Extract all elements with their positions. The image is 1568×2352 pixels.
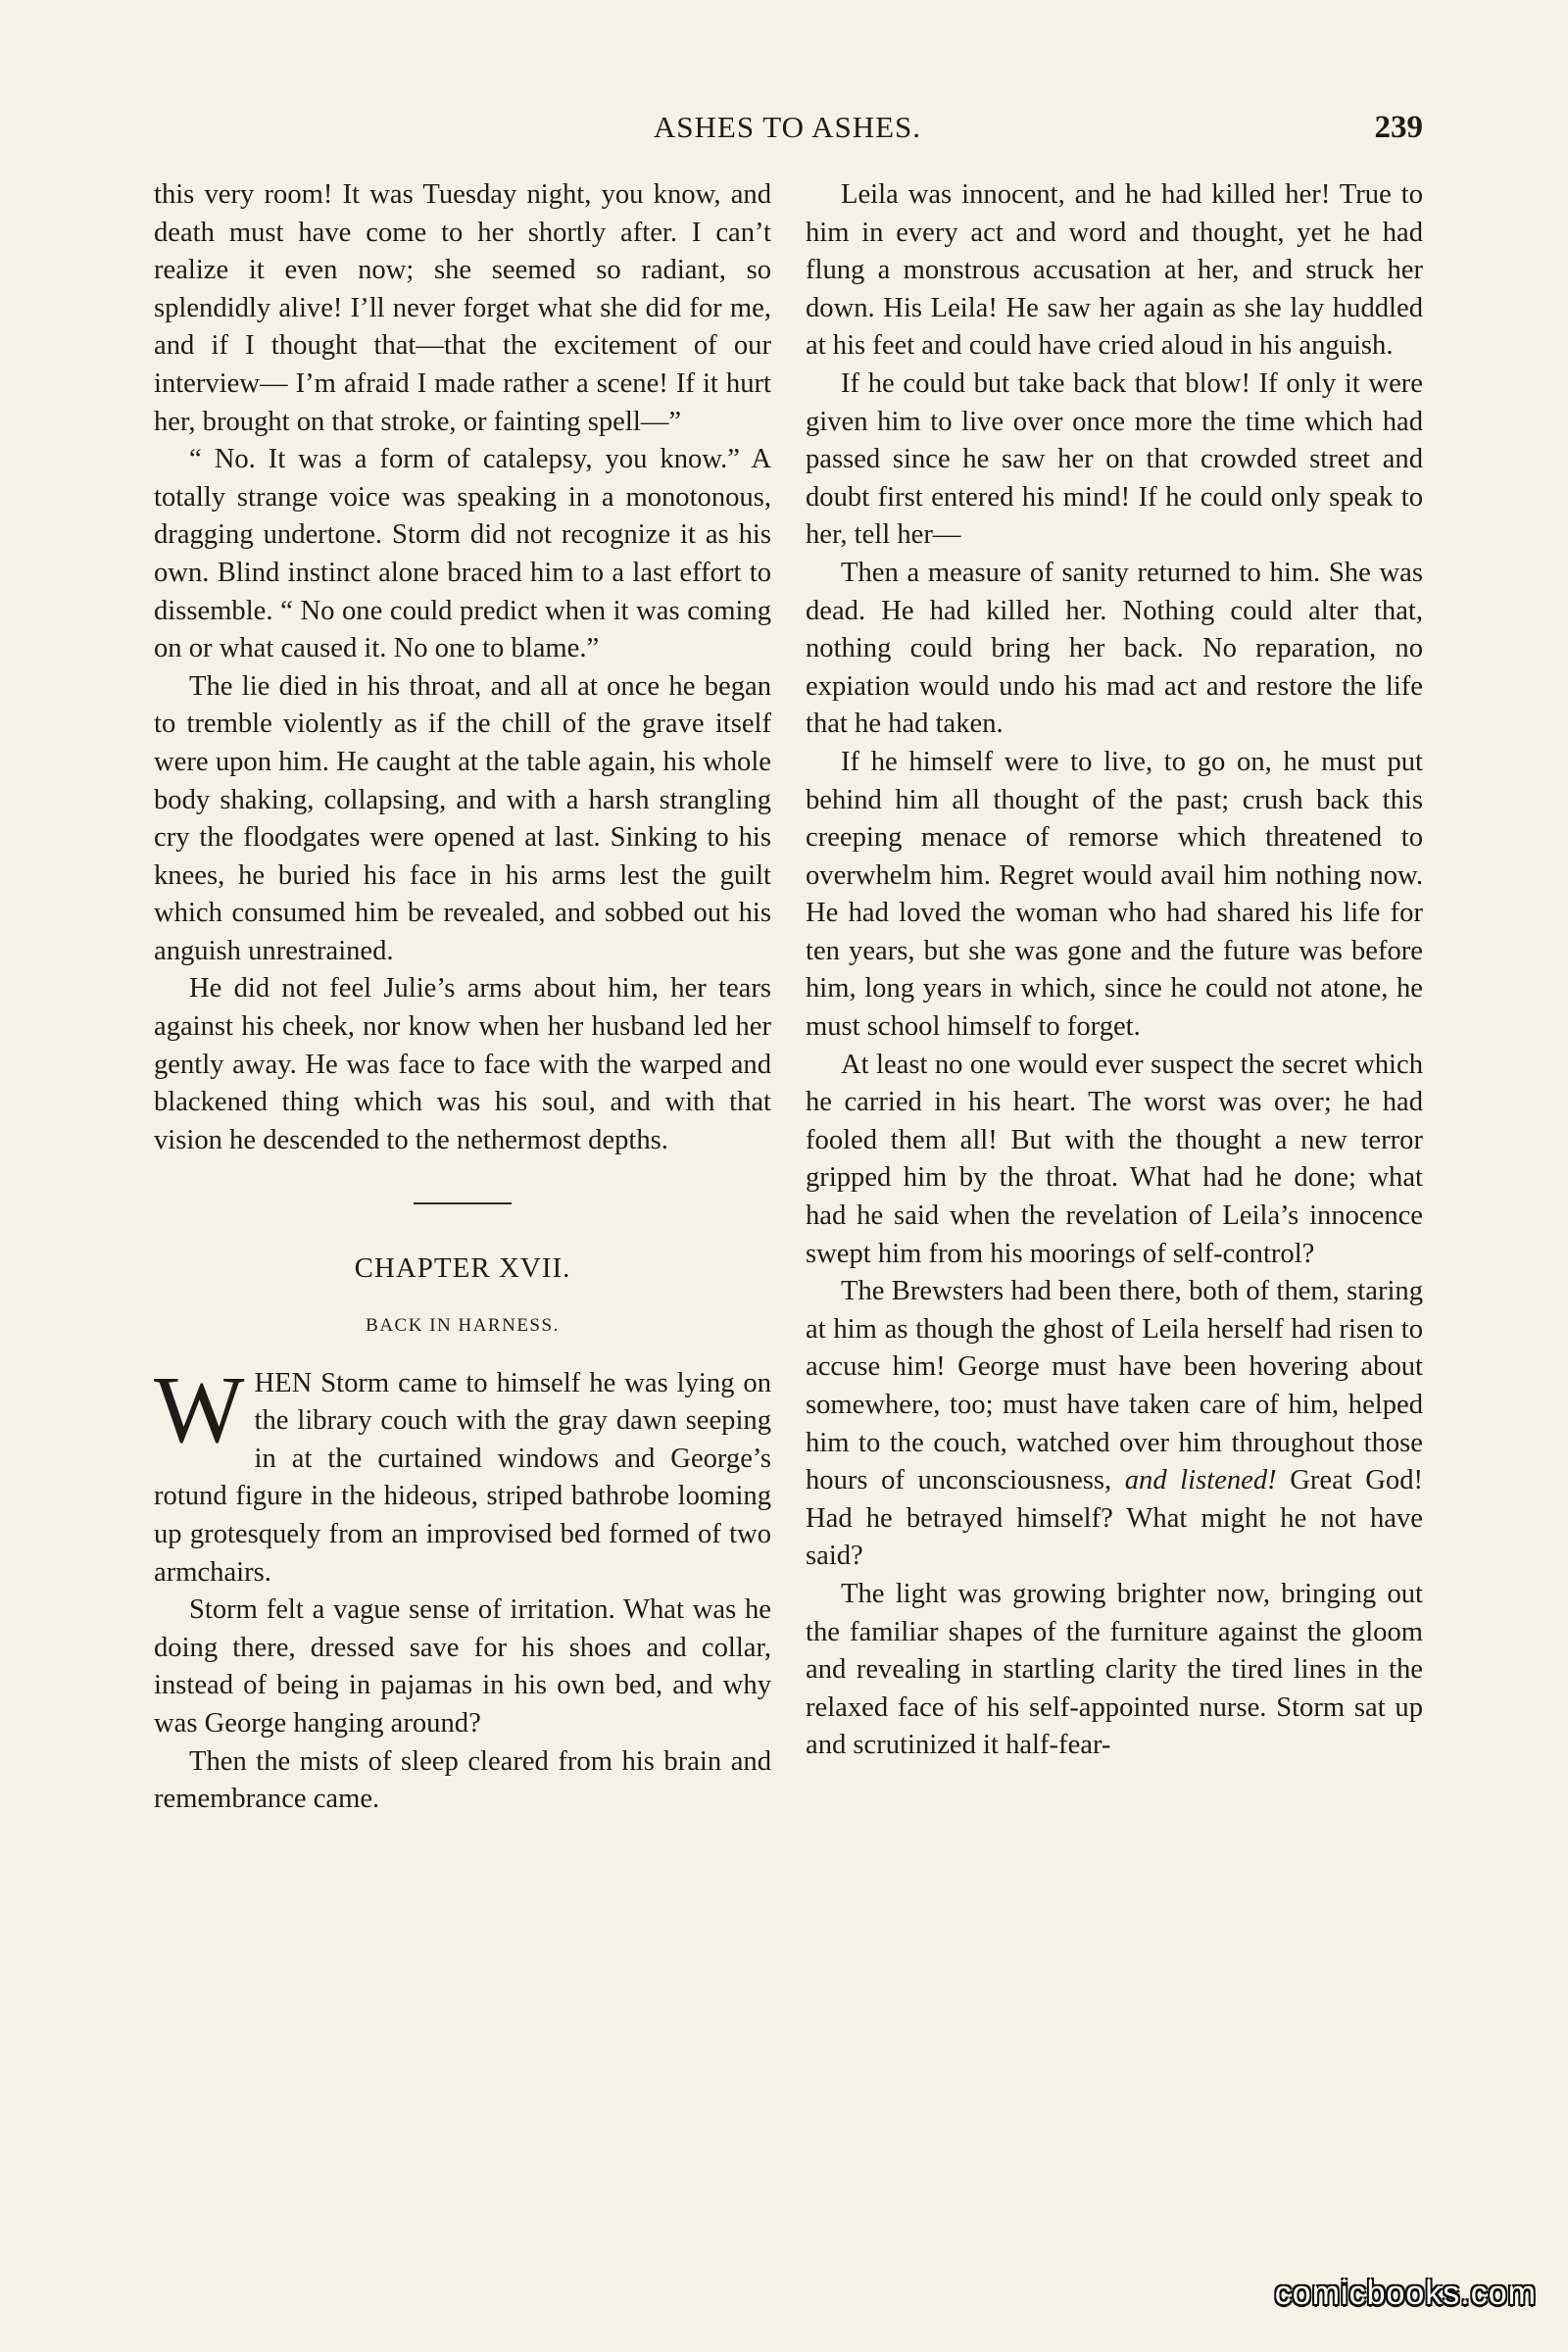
opening-paragraph-text: HEN Storm came to himself he was lying on the library couch with the gray dawn seeping in at the curtained windows and George’s rotund figure in the hideous, striped bathrobe looming up grotesquely from an improvised bed formed of two armchairs. (154, 1367, 771, 1588)
paragraph: At least no one would ever suspect the secret which he carried in his heart. The worst was over; he had fooled them all! But with the thought a new terror gripped him by the throat. What had he done; what had he said when the revelation of Leila’s innocence swept him from his moorings of self-control? (806, 1049, 1423, 1269)
chapter-opening-paragraph (154, 1356, 771, 1592)
chapter-text (154, 1356, 771, 1819)
chapter-heading: CHAPTER XVII. (354, 1252, 571, 1285)
paragraph: The lie died in his throat, and all at once he began to tremble violently as if the chill of the grave itself were upon him. He caught at the table again, his whole body shaking, collapsing, and with a harsh strangling cry the floodgates were opened at last. Sinking to his knees, he buried his face in his arms lest the guilt which consumed him be revealed, and sobbed out his anguish unrestrained. (154, 670, 771, 966)
paragraph: He did not feel Julie’s arms about him, her tears against his cheek, nor know when her husband led her gently away. He was face to face with the warped and blackened thing which was his soul, and with that vision he descended to the nethermost depths. (154, 973, 771, 1155)
chapter-subtitle: BACK IN HARNESS. (366, 1315, 560, 1337)
paragraph: Then the mists of sleep cleared from his brain and remembrance came. (154, 1745, 771, 1815)
paragraph: If he could but take back that blow! If only it were given him to live over once more the time which had passed since he saw her on that crowded street and doubt first entered his mind! If he could only speak to her, tell her— (806, 368, 1423, 551)
italic-text: and listened! (1124, 1465, 1277, 1496)
paragraph: If he himself were to live, to go on, he must put behind him all thought of the past; crush back this creeping menace of remorse which threatened to overwhelm him. Regret would avail him nothing now. He had loved the woman who had shared his life for ten years, but she was gone and the future was before him, long years in which, since he could not atone, he must school himself to forget. (806, 746, 1423, 1043)
paragraph: Then a measure of sanity returned to him. She was dead. He had killed her. Nothing could alter that, nothing could bring her back. No reparation, no expiation would undo his mad act and restore the life that he had taken. (806, 557, 1423, 740)
paragraph: The light was growing brighter now, bringing out the familiar shapes of the furniture against the gloom and revealing in startling clarity the tired lines in the relaxed face of his self-appointed nurse. Storm sat up and scrutinized it half-fear- (806, 1578, 1423, 1761)
paragraph-text: The Brewsters had been there, both of them, staring at him as though the ghost of Leila herself had risen to accuse him! George must have been hovering about somewhere, too; must have taken care of him, helped him to the couch, watched over him throughout those hours of unconsciousness, (806, 1276, 1423, 1496)
paragraph (806, 1273, 1423, 1576)
page-number: 239 (1374, 110, 1423, 145)
running-head (152, 110, 1423, 153)
drop-cap: W (154, 1356, 245, 1463)
paragraph: “ No. It was a form of catalepsy, you know.” A totally strange voice was speaking in a monotonous, dragging undertone. Storm did not recognize it as his own. Blind instinct alone braced him to a last effort to dissemble. “ No one could predict when it was coming on or what caused it. No one to blame.” (154, 444, 771, 664)
paragraph: this very room! It was Tuesday night, you know, and death must have come to her shortly after. I can’t realize it even now; she seemed so radiant, so splendidly alive! I’ll never forget what she did for me, and if I thought that—that the excitement of our interview— I’m afraid I made rather a scene! If it hurt her, brought on that stroke, or fainting spell—” (154, 179, 771, 437)
watermark: comicbooks.com (1274, 2275, 1537, 2312)
paragraph: Storm felt a vague sense of irritation. What was he doing there, dressed save for his shoes and collar, instead of being in pajamas in his own bed, and why was George hanging around? (154, 1594, 771, 1739)
paragraph-text: Great God! Had he betrayed himself? What might he not have said? (806, 1465, 1424, 1572)
paragraph: Leila was innocent, and he had killed her! True to him in every act and word and thought, yet he had flung a monstrous accusation at her, and struck her down. His Leila! He saw her again as she lay huddled at his feet and could have cried aloud in his anguish. (806, 179, 1423, 362)
right-column (806, 176, 1423, 1765)
left-column (154, 176, 771, 1819)
running-title: ASHES TO ASHES. (653, 110, 922, 144)
section-divider (414, 1202, 512, 1204)
